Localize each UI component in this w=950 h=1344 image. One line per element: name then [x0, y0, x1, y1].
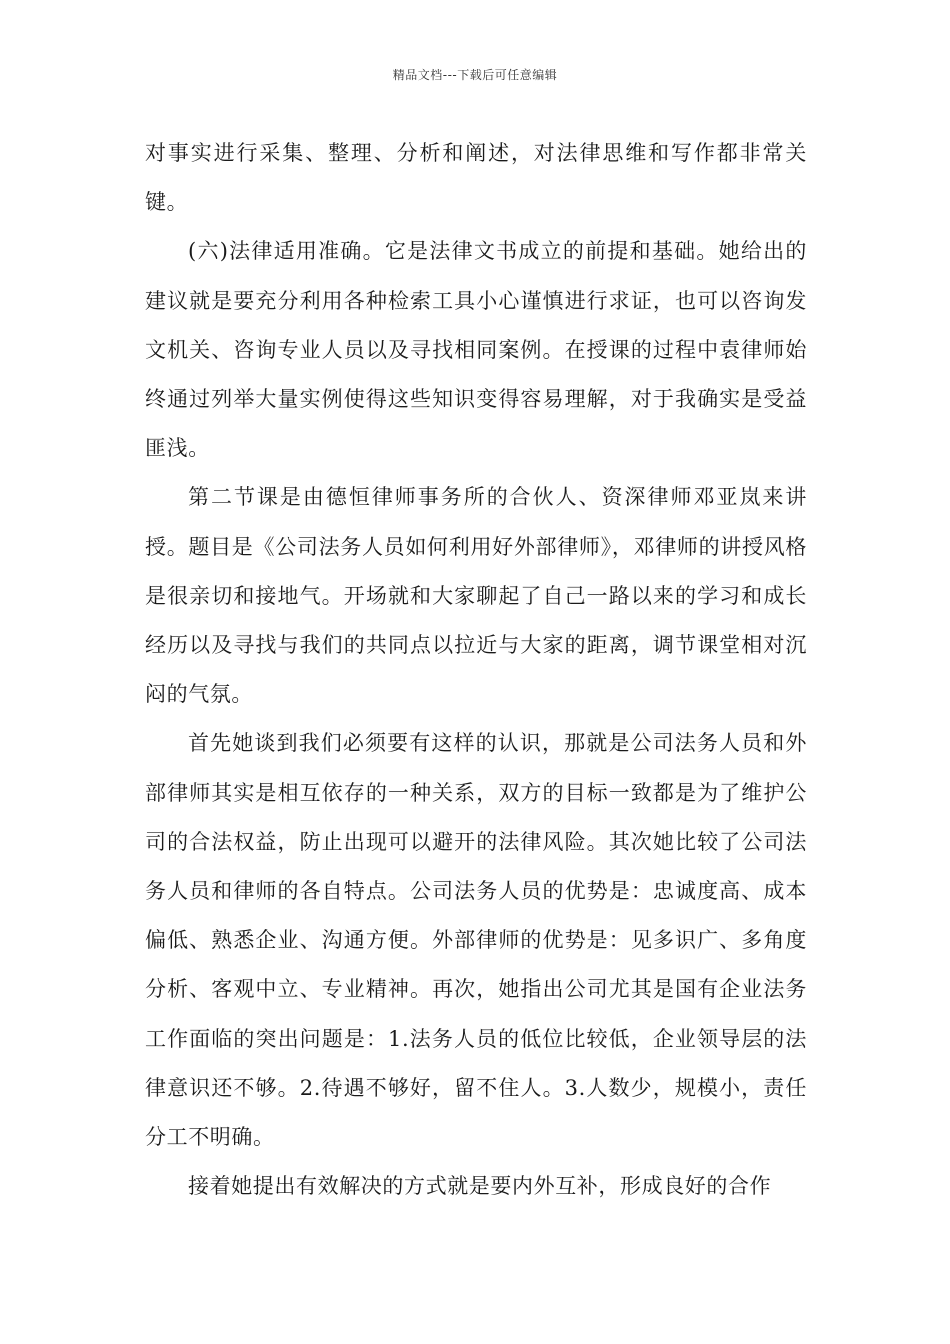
document-body — [145, 129, 807, 1211]
paragraph-4: 首先她谈到我们必须要有这样的认识，那就是公司法务人员和外部律师其实是相互依存的一种关系，双方的目标一致都是为了维护公司的合法权益，防止出现可以避开的法律风险。其次她比较了公司法务人员和律师的各自特点。公司法务人员的优势是：忠诚度高、成本偏低、熟悉企业、沟通方便。外部律师的优势是：见多识广、多角度分析、客观中立、专业精神。再次，她指出公司尤其是国有企业法务工作面临的突出问题是：1.法务人员的低位比较低，企业领导层的法律意识还不够。2.待遇不够好，留不住人。3.人数少，规模小，责任分工不明确。 — [145, 731, 807, 1150]
page-header: 精品文档---下载后可任意编辑 — [392, 68, 558, 82]
paragraph-1: 对事实进行采集、整理、分析和阐述，对法律思维和写作都非常关键。 — [145, 141, 807, 215]
paragraph-5: 接着她提出有效解决的方式就是要内外互补，形成良好的合作 — [188, 1174, 772, 1199]
paragraph-3: 第二节课是由德恒律师事务所的合伙人、资深律师邓亚岚来讲授。题目是《公司法务人员如何利用好外部律师》，邓律师的讲授风格是很亲切和接地气。开场就和大家聊起了自己一路以来的学习和成长经历以及寻找与我们的共同点以拉近与大家的距离，调节课堂相对沉闷的气氛。 — [145, 485, 807, 707]
paragraph-2: (六)法律适用准确。它是法律文书成立的前提和基础。她给出的建议就是要充分利用各种检索工具小心谨慎进行求证，也可以咨询发文机关、咨询专业人员以及寻找相同案例。在授课的过程中袁律师始终通过列举大量实例使得这些知识变得容易理解，对于我确实是受益匪浅。 — [145, 239, 807, 461]
